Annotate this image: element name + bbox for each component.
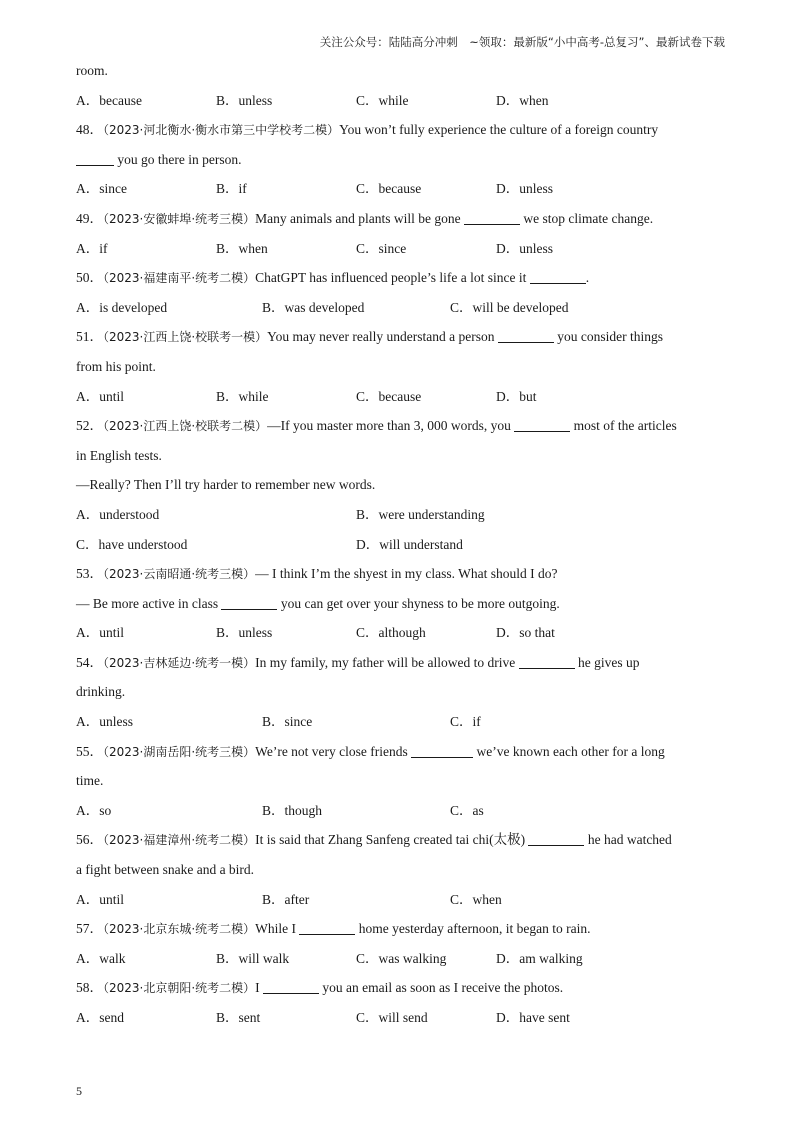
option-c: C．will send: [356, 1010, 428, 1025]
answer-blank: [299, 920, 355, 935]
question-text: You won’t fully experience the culture of a foreign country: [339, 122, 659, 138]
question-source: （2023·江西上饶·校联考二模）: [103, 419, 268, 434]
question-source: （2023·湖南岳阳·统考三模）: [103, 744, 256, 759]
question-number: 55．: [76, 743, 103, 759]
options-row: [76, 505, 726, 535]
answer-blank: [498, 328, 554, 343]
option-a: A．walk: [76, 950, 126, 966]
question-text: most of the articles: [570, 418, 677, 434]
question-list: [76, 61, 726, 1038]
question-text: I: [255, 980, 264, 996]
question-58: [76, 978, 726, 1008]
question-source: （2023·安徽蚌埠·统考三模）: [103, 211, 256, 226]
option-b: B．though: [262, 802, 323, 818]
question-text: [76, 150, 726, 180]
question-source: （2023·吉林延边·统考一模）: [103, 655, 256, 670]
answer-blank: [528, 831, 584, 846]
question-text: you an email as soon as I receive the photos.: [319, 980, 564, 996]
option-a: A．so: [76, 802, 112, 818]
question-48: [76, 120, 726, 150]
question-number: 54．: [76, 654, 103, 670]
option-b: B．sent: [216, 1010, 261, 1025]
question-text: time.: [76, 773, 104, 789]
question-text: room.: [76, 63, 108, 78]
question-text: You may never really understand a person: [267, 329, 498, 345]
options-row: [76, 801, 726, 831]
option-d: D．when: [496, 92, 549, 108]
question-source: （2023·河北衡水·衡水市第三中学校考二模）: [103, 123, 340, 138]
option-b: B．unless: [216, 92, 273, 108]
question-52: [76, 416, 726, 446]
answer-blank: [519, 654, 575, 669]
question-number: 50．: [76, 270, 103, 286]
option-a: A．until: [76, 625, 125, 641]
options-row: [76, 239, 726, 269]
question-number: 56．: [76, 832, 103, 848]
options-row: [76, 949, 726, 979]
option-d: D．unless: [496, 240, 553, 256]
question-text: ChatGPT has influenced people’s life a lot since it: [255, 270, 530, 286]
options-row: [76, 1008, 726, 1038]
question-number: 53．: [76, 566, 103, 582]
answer-blank: [530, 269, 586, 284]
page-header: 关注公众号：陆陆高分冲刺 ~领取：最新版“小中高考-总复习”、最新试卷下载: [319, 35, 725, 49]
options-row: [76, 387, 726, 417]
options-row: [76, 712, 726, 742]
option-d: D．will understand: [356, 536, 463, 552]
option-c: C．because: [356, 181, 422, 197]
option-c: C．have understood: [76, 536, 188, 552]
option-d: D．so that: [496, 625, 555, 641]
option-a: A．until: [76, 388, 125, 404]
question-text: we’ve known each other for a long: [473, 743, 665, 759]
option-b: B．after: [262, 891, 310, 907]
option-c: C．was walking: [356, 950, 447, 966]
option-d: D．have sent: [496, 1010, 570, 1025]
option-c: C．will be developed: [450, 299, 569, 315]
question-55: [76, 742, 726, 772]
answer-blank: [221, 595, 277, 610]
answer-blank: [263, 979, 319, 994]
option-d: D．unless: [496, 181, 553, 197]
option-c: C．while: [356, 92, 409, 108]
question-text: drinking.: [76, 684, 126, 700]
option-a: A．unless: [76, 714, 133, 730]
question-text: —If you master more than 3, 000 words, you: [267, 418, 515, 434]
question-54: [76, 653, 726, 683]
option-c: C．since: [356, 240, 407, 256]
question-number: 52．: [76, 418, 103, 434]
question-text: We’re not very close friends: [255, 743, 412, 759]
option-a: A．until: [76, 891, 125, 907]
option-b: B．will walk: [216, 950, 290, 966]
option-c: C．although: [356, 625, 426, 641]
question-number: 48．: [76, 122, 103, 138]
question-text: —Really? Then I’ll try harder to remember new words.: [76, 477, 376, 493]
question-50: [76, 268, 726, 298]
question-text: — Be more active in class: [76, 595, 222, 611]
question-text: you can get over your shyness to be more outgoing.: [277, 595, 560, 611]
options-row: [76, 623, 726, 653]
question-source: （2023·云南昭通·统考三模）: [103, 567, 256, 582]
question-text: a fight between snake and a bird.: [76, 862, 255, 878]
question-49: [76, 209, 726, 239]
question-text: he gives up: [574, 654, 640, 670]
question-57: [76, 919, 726, 949]
option-b: B．unless: [216, 625, 273, 641]
option-c: C．if: [450, 714, 481, 730]
question-number: 58．: [76, 980, 103, 996]
question-53: [76, 564, 726, 594]
question-text: in English tests.: [76, 447, 162, 463]
option-c: C．because: [356, 388, 422, 404]
question-text: you consider things: [553, 329, 663, 345]
option-a: A．because: [76, 92, 142, 108]
options-row: [76, 890, 726, 920]
question-text: you go there in person.: [114, 151, 242, 167]
option-a: A．is developed: [76, 299, 168, 315]
option-a: A．understood: [76, 506, 160, 522]
question-text: he had watched: [584, 832, 672, 848]
question-source: （2023·北京东城·统考二模）: [103, 922, 256, 937]
option-d: D．but: [496, 388, 537, 404]
question-text: home yesterday afternoon, it began to rain.: [355, 921, 591, 937]
question-text: It is said that Zhang Sanfeng created tai chi(太极): [255, 832, 529, 848]
question-text: [76, 594, 726, 624]
question-source: （2023·福建南平·统考二模）: [103, 271, 256, 286]
option-b: B．when: [216, 240, 268, 256]
question-text: In my family, my father will be allowed to drive: [255, 654, 519, 670]
answer-blank: [514, 417, 570, 432]
option-d: D．am walking: [496, 950, 583, 966]
question-text: from his point.: [76, 358, 156, 374]
option-c: C．as: [450, 802, 484, 818]
option-a: A．if: [76, 240, 108, 256]
option-a: A．since: [76, 181, 127, 197]
options-row: [76, 535, 726, 565]
option-a: A．send: [76, 1010, 124, 1025]
question-number: 51．: [76, 329, 103, 345]
question-number: 49．: [76, 210, 103, 226]
page-number: 5: [76, 1084, 82, 1098]
option-b: B．were understanding: [356, 506, 485, 522]
question-text: we stop climate change.: [520, 210, 654, 226]
question-source: （2023·福建漳州·统考二模）: [103, 833, 256, 848]
question-text: .: [585, 270, 590, 286]
option-b: B．was developed: [262, 299, 365, 315]
options-row: [76, 179, 726, 209]
question-text: While I: [255, 921, 300, 937]
answer-blank: [76, 151, 114, 166]
question-text: Many animals and plants will be gone: [255, 210, 465, 226]
answer-blank: [411, 743, 473, 758]
option-b: B．if: [216, 181, 247, 197]
question-number: 57．: [76, 921, 103, 937]
answer-blank: [464, 210, 520, 225]
option-c: C．when: [450, 891, 502, 907]
options-row: [76, 298, 726, 328]
question-source: （2023·北京朝阳·统考二模）: [103, 981, 256, 996]
question-56: [76, 830, 726, 860]
question-text: — I think I’m the shyest in my class. What should I do?: [255, 566, 558, 582]
question-51: [76, 327, 726, 357]
options-row: [76, 91, 726, 121]
option-b: B．since: [262, 714, 313, 730]
question-source: （2023·江西上饶·校联考一模）: [103, 330, 268, 345]
option-b: B．while: [216, 388, 269, 404]
